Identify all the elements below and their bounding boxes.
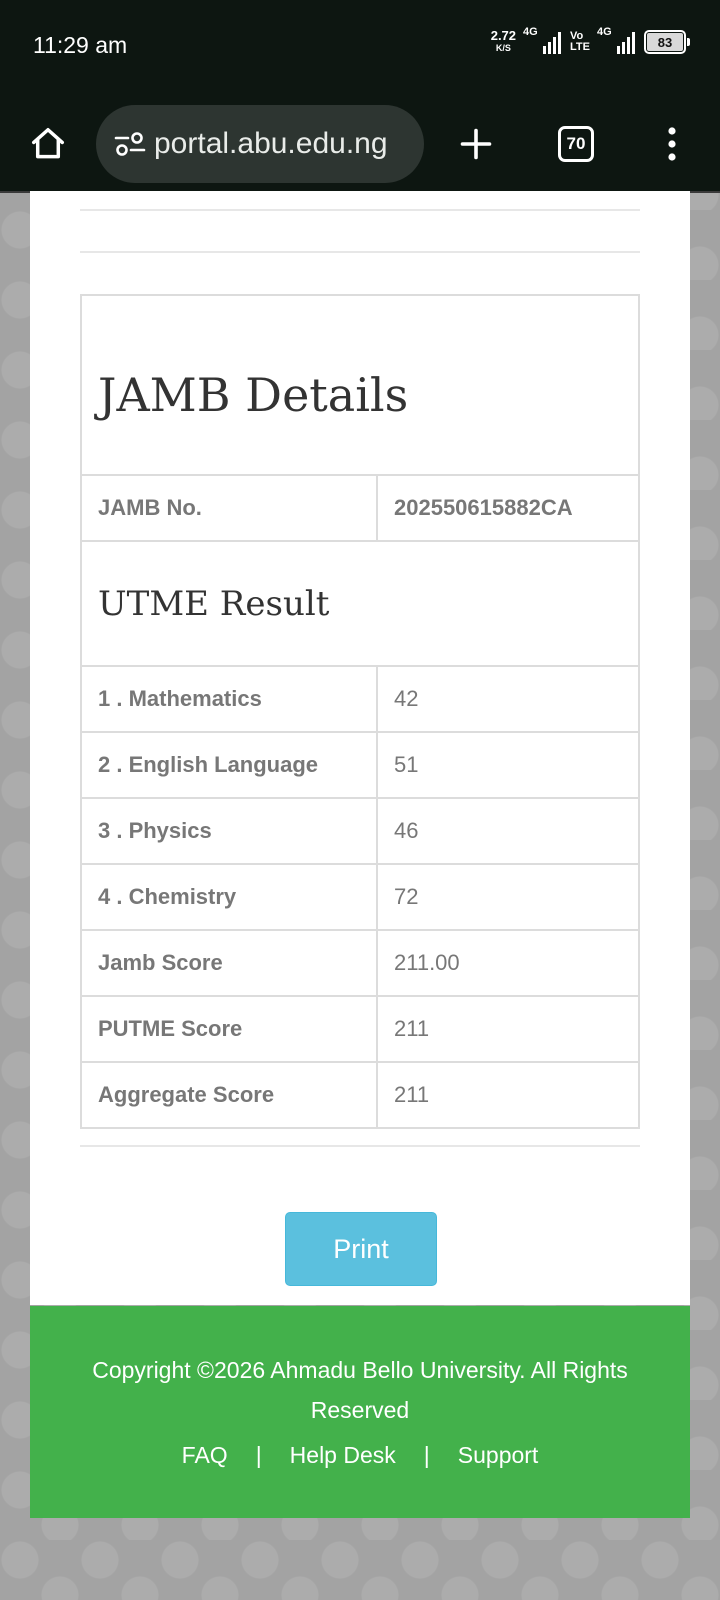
net-speed-indicator [491, 30, 516, 54]
divider [80, 209, 640, 211]
net-speed-value: 2.72 [490, 28, 517, 43]
aggregate-score-label: Aggregate Score [81, 1062, 377, 1128]
status-bar [0, 0, 720, 96]
battery-icon [644, 30, 690, 54]
status-time: 11:29 am [33, 32, 128, 58]
table-row [81, 666, 639, 732]
volte-line1: Vo [570, 30, 584, 42]
jamb-score-value: 211.00 [377, 930, 639, 996]
footer-separator: | [423, 1442, 430, 1468]
subject-label: 4 . Chemistry [81, 864, 377, 930]
new-tab-button[interactable] [446, 96, 506, 191]
support-link[interactable]: Support [457, 1442, 539, 1468]
browser-menu-button[interactable] [642, 96, 702, 191]
table-row [81, 798, 639, 864]
subject-label: 1 . Mathematics [81, 666, 377, 732]
jamb-no-value: 202550615882CA [377, 475, 639, 541]
plus-icon [458, 126, 494, 162]
site-settings-icon[interactable] [110, 130, 150, 158]
net-speed-unit: K/S [495, 43, 511, 53]
table-row [81, 930, 639, 996]
jamb-details-title: JAMB Details [81, 295, 639, 475]
table-row [81, 996, 639, 1062]
signal-icon [523, 26, 561, 54]
faq-link[interactable]: FAQ [181, 1442, 228, 1468]
battery-level: 83 [647, 33, 683, 51]
site-footer [30, 1306, 690, 1518]
jamb-no-label: JAMB No. [81, 475, 377, 541]
aggregate-score-value: 211 [377, 1062, 639, 1128]
subject-label: 2 . English Language [81, 732, 377, 798]
table-row [81, 732, 639, 798]
tab-switcher-button[interactable] [546, 96, 606, 191]
subject-label: 3 . Physics [81, 798, 377, 864]
subject-score: 46 [377, 798, 639, 864]
subject-score: 51 [377, 732, 639, 798]
home-icon [29, 125, 67, 163]
signal-type-label: 4G [523, 26, 538, 38]
content-card [30, 191, 690, 1305]
volte-icon [570, 31, 590, 53]
more-vert-icon [666, 126, 678, 162]
utme-result-title: UTME Result [81, 541, 639, 666]
table-row [81, 1062, 639, 1128]
subject-score: 72 [377, 864, 639, 930]
subject-score: 42 [377, 666, 639, 732]
home-button[interactable] [18, 96, 78, 191]
signal-type-label: 4G [597, 26, 612, 38]
footer-links [30, 1442, 690, 1469]
table-row [81, 864, 639, 930]
putme-score-value: 211 [377, 996, 639, 1062]
divider [80, 1145, 640, 1147]
tabs-icon: 70 [558, 126, 594, 162]
divider [80, 251, 640, 253]
address-bar[interactable] [96, 96, 424, 191]
volte-line2: LTE [570, 41, 590, 53]
jamb-details-table [80, 294, 640, 1129]
print-button[interactable]: Print [285, 1212, 437, 1286]
status-icons [490, 26, 690, 54]
signal-icon [597, 26, 635, 54]
table-row [81, 475, 639, 541]
help-desk-link[interactable]: Help Desk [289, 1442, 396, 1468]
footer-separator: | [255, 1442, 262, 1468]
url-text[interactable]: portal.abu.edu.ng [154, 126, 388, 160]
copyright-text: Copyright ©2026 Ahmadu Bello University. All Rights Reserved [92, 1357, 628, 1423]
jamb-score-label: Jamb Score [81, 930, 377, 996]
putme-score-label: PUTME Score [81, 996, 377, 1062]
browser-toolbar [0, 96, 720, 193]
